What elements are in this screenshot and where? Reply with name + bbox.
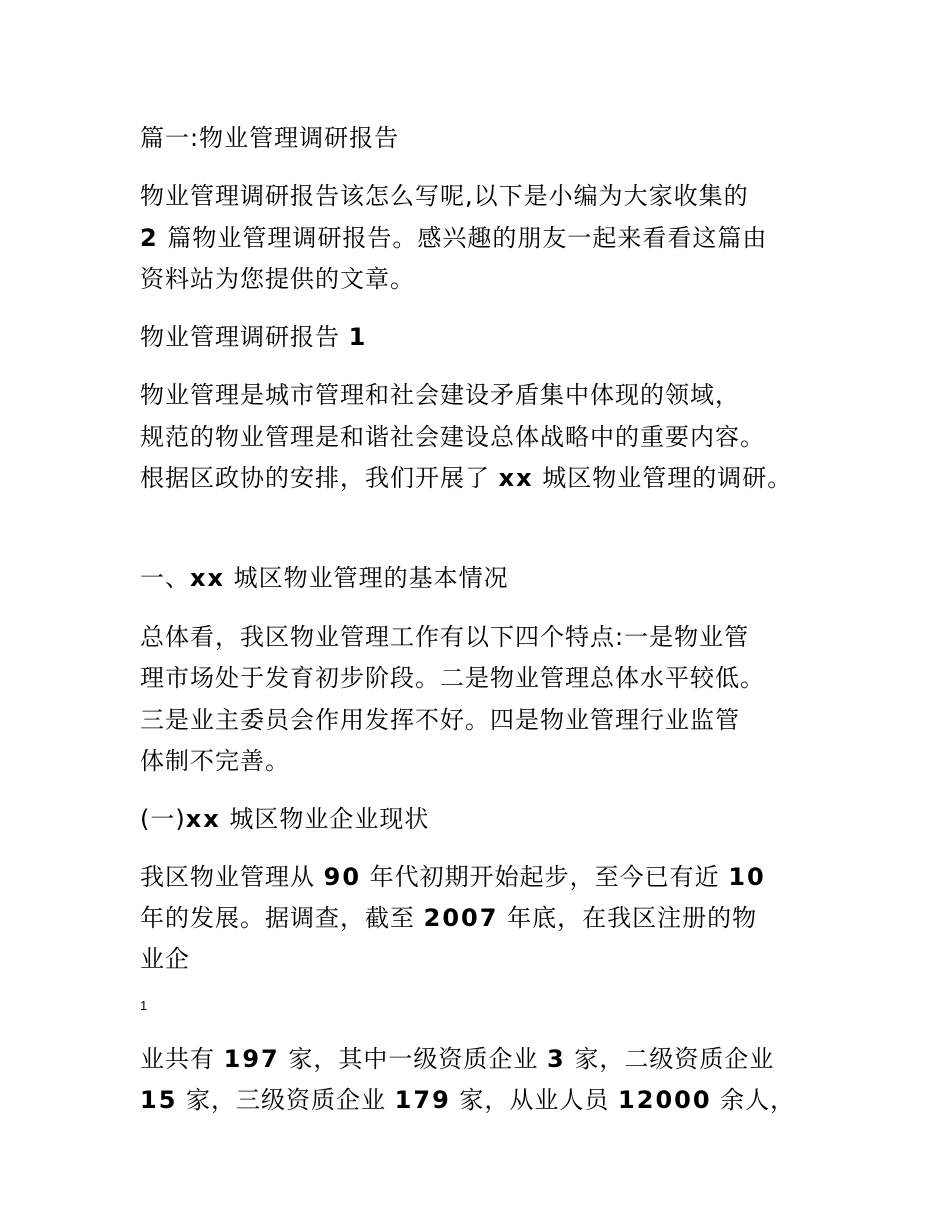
intro-line-1: 物业管理调研报告该怎么写呢,以下是小编为大家收集的 (140, 182, 749, 210)
para4-line-1: 业共有 197 家，其中一级资质企业 3 家，二级资质企业 (140, 1045, 775, 1073)
para3-line-1: 我区物业管理从 90 年代初期开始起步，至今已有近 10 (140, 863, 766, 891)
para2-line-4: 体制不完善。 (140, 747, 290, 775)
para2-line-1: 总体看，我区物业管理工作有以下四个特点:一是物业管 (140, 623, 750, 651)
document-heading: 篇一:物业管理调研报告 (140, 124, 400, 152)
page-number: 1 (140, 998, 148, 1013)
subsection-heading-1: (一)xx 城区物业企业现状 (140, 805, 430, 833)
section-heading-1: 一、xx 城区物业管理的基本情况 (140, 564, 509, 592)
para2-line-3: 三是业主委员会作用发挥不好。四是物业管理行业监管 (140, 706, 740, 734)
para3-line-2: 年的发展。据调查，截至 2007 年底，在我区注册的物 (140, 904, 758, 932)
para1-line-1: 物业管理是城市管理和社会建设矛盾集中体现的领域， (140, 381, 740, 409)
para4-line-2: 15 家，三级资质企业 179 家，从业人员 12000 余人， (140, 1086, 796, 1114)
para3-line-3: 业企 (140, 945, 190, 973)
para1-line-3: 根据区政协的安排，我们开展了 xx 城区物业管理的调研。 (140, 464, 793, 492)
intro-line-2: 2 篇物业管理调研报告。感兴趣的朋友一起来看看这篇由 (140, 224, 768, 252)
intro-line-3: 资料站为您提供的文章。 (140, 265, 415, 293)
report-title: 物业管理调研报告 1 (140, 323, 368, 351)
para1-line-2: 规范的物业管理是和谐社会建设总体战略中的重要内容。 (140, 423, 765, 451)
para2-line-2: 理市场处于发育初步阶段。二是物业管理总体水平较低。 (140, 664, 765, 692)
